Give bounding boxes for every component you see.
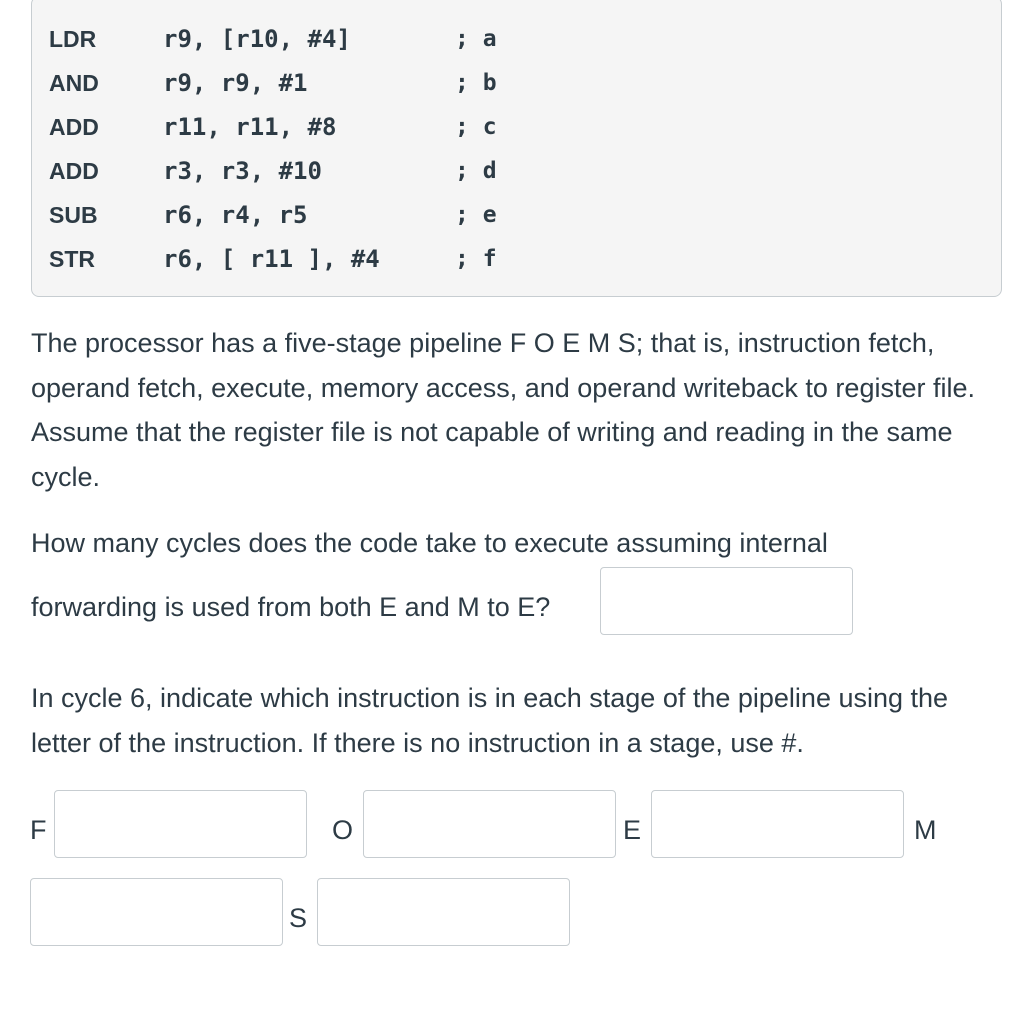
opcode: STR <box>49 246 95 272</box>
operands: r9, [r10, #4] <box>163 25 351 53</box>
comment: ; a <box>455 26 497 52</box>
comment: ; e <box>455 202 497 228</box>
stage-label-o: O <box>332 815 354 845</box>
opcode: SUB <box>49 202 98 228</box>
comment: ; b <box>455 70 497 96</box>
pipeline-description: The processor has a five-stage pipeline F O E M S; that is, instruction fetch, operand fetch, execute, memory access, and operand writeback to register file. Assume that the register file is not capable of writing and reading in the same cycle. <box>31 328 975 492</box>
opcode: ADD <box>49 114 99 140</box>
operands: r3, r3, #10 <box>163 157 322 185</box>
stage-label-f: F <box>30 815 47 845</box>
question-1-line-2: forwarding is used from both E and M to E? <box>31 592 551 622</box>
question-1-line-1: How many cycles does the code take to execute assuming internal <box>31 528 828 558</box>
code-line-b <box>32 63 1001 103</box>
code-block <box>31 0 1002 297</box>
code-line-f <box>32 239 1001 279</box>
operands: r6, [ r11 ], #4 <box>163 245 380 273</box>
stage-m-input[interactable] <box>30 878 283 946</box>
comment: ; f <box>455 246 497 272</box>
code-line-d <box>32 151 1001 191</box>
stage-f-input[interactable] <box>54 790 307 858</box>
stage-label-e: E <box>623 815 642 845</box>
stage-label-m: M <box>914 815 937 845</box>
question-2-text: In cycle 6, indicate which instruction is in each stage of the pipeline using the letter of the instruction. If there is no instruction in a stage, use #. <box>31 683 949 758</box>
opcode: AND <box>49 70 99 96</box>
stage-label-s: S <box>289 903 308 933</box>
stage-o-input[interactable] <box>363 790 616 858</box>
code-line-c <box>32 107 1001 147</box>
operands: r11, r11, #8 <box>163 113 337 141</box>
comment: ; d <box>455 158 497 184</box>
stage-s-input[interactable] <box>317 878 570 946</box>
cycles-answer-input[interactable] <box>600 567 853 635</box>
operands: r6, r4, r5 <box>163 201 308 229</box>
operands: r9, r9, #1 <box>163 69 308 97</box>
opcode: ADD <box>49 158 99 184</box>
comment: ; c <box>455 114 497 140</box>
code-line-a <box>32 19 1001 59</box>
stage-e-input[interactable] <box>651 790 904 858</box>
opcode: LDR <box>49 26 97 52</box>
code-line-e <box>32 195 1001 235</box>
